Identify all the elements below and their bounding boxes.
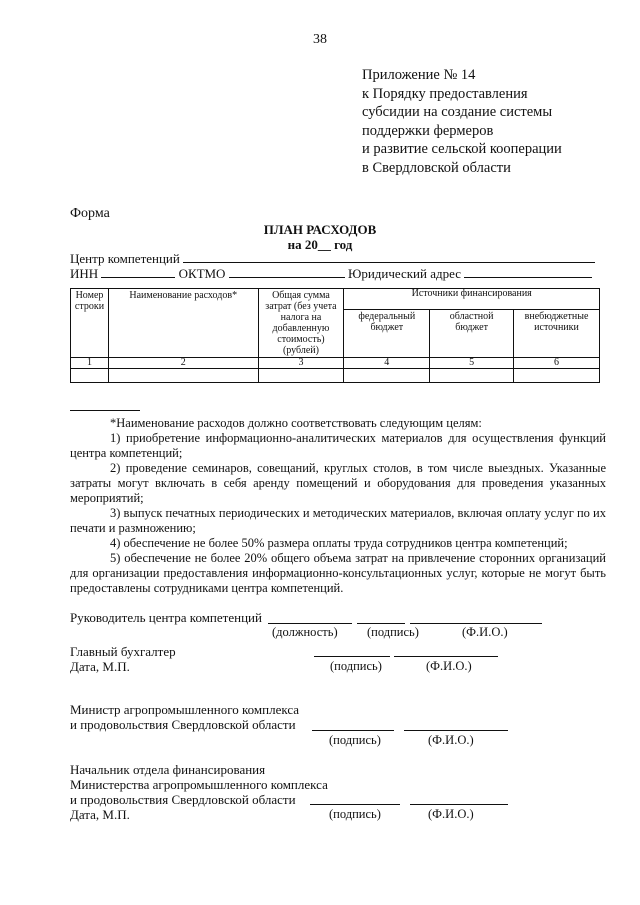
- col-header-total: Общая сумма затрат (без учета налога на добавленную стоимость) (рублей): [258, 289, 344, 358]
- col-header-name: Наименование расходов*: [108, 289, 258, 358]
- table-cell[interactable]: [258, 369, 344, 383]
- table-cell: 1: [71, 358, 109, 369]
- appendix-line: Приложение № 14: [362, 67, 476, 83]
- address-field[interactable]: [464, 266, 592, 278]
- table-cell[interactable]: [108, 369, 258, 383]
- footnote-item: 3) выпуск печатных периодических и методических материалов, включая оплату услуг по их печати и размножению;: [70, 506, 606, 535]
- center-label: Центр компетенций: [70, 251, 180, 266]
- appendix-line: в Свердловской области: [362, 159, 511, 176]
- table-cell[interactable]: [514, 369, 600, 383]
- col-header-offbudget: внебюджетные источники: [514, 310, 600, 358]
- footnote-item: 2) проведение семинаров, совещаний, круглых столов, в том числе выездных. Указанные затраты могут включать в себя аренду помещений и оборудования для проведения указанных мероприятий;: [70, 461, 606, 505]
- col-header-sources: Источники финансирования: [344, 289, 600, 310]
- position-line[interactable]: [268, 623, 352, 624]
- oktmo-field[interactable]: [229, 266, 345, 278]
- footnote-intro: *Наименование расходов должно соответствовать следующим целям:: [110, 416, 482, 430]
- form-label: Форма: [70, 206, 110, 221]
- table-row: [71, 358, 600, 369]
- appendix-line: субсидии на создание системы: [362, 104, 553, 120]
- inn-label: ИНН: [70, 266, 99, 281]
- fio-caption: (Ф.И.О.): [428, 807, 474, 821]
- appendix-line: и развитие сельской кооперации: [362, 141, 562, 157]
- table-row: [71, 369, 600, 383]
- fio-line[interactable]: [410, 804, 508, 805]
- fio-caption: (Ф.И.О.): [462, 625, 508, 639]
- appendix-line: поддержки фермеров: [362, 122, 494, 139]
- table-cell[interactable]: [430, 369, 514, 383]
- finance-head-label: Министерства агропромышленного комплекса: [70, 777, 328, 792]
- finance-head-label: и продовольствия Свердловской области: [70, 792, 296, 807]
- appendix-block: [362, 66, 562, 177]
- chief-accountant-label: Главный бухгалтер: [70, 644, 176, 659]
- col-header-federal: федеральный бюджет: [344, 310, 430, 358]
- signature-line[interactable]: [314, 656, 390, 657]
- signature-caption: (подпись): [367, 625, 419, 639]
- head-center-label: Руководитель центра компетенций: [70, 610, 262, 625]
- fio-line[interactable]: [394, 656, 498, 657]
- col-header-number: Номер строки: [71, 289, 109, 358]
- table-cell: 4: [344, 358, 430, 369]
- document-subtitle: на 20__ год: [287, 237, 353, 252]
- table-cell[interactable]: [344, 369, 430, 383]
- table-cell: 2: [108, 358, 258, 369]
- col-header-regional: областной бюджет: [430, 310, 514, 358]
- minister-label: Министр агропромышленного комплекса: [70, 702, 300, 717]
- table-cell: 3: [258, 358, 344, 369]
- address-label: Юридический адрес: [347, 266, 461, 281]
- position-caption: (должность): [272, 625, 338, 639]
- table-cell: 6: [514, 358, 600, 369]
- inn-field[interactable]: [101, 266, 175, 278]
- center-line: [70, 251, 595, 267]
- signature-caption: (подпись): [329, 733, 381, 747]
- inn-line: [70, 266, 592, 282]
- center-field[interactable]: [183, 251, 595, 263]
- signature-line[interactable]: [310, 804, 400, 805]
- fio-line[interactable]: [404, 730, 508, 731]
- minister-label: и продовольствия Свердловской области: [70, 717, 296, 732]
- finance-head-label: Начальник отдела финансирования: [70, 762, 266, 777]
- page-number: 38: [313, 32, 327, 47]
- fio-caption: (Ф.И.О.): [428, 733, 474, 747]
- signature-caption: (подпись): [330, 659, 382, 673]
- fio-line[interactable]: [410, 623, 542, 624]
- oktmo-label: ОКТМО: [178, 266, 226, 281]
- footnote-block: [70, 416, 606, 596]
- signature-caption: (подпись): [329, 807, 381, 821]
- table-cell[interactable]: [71, 369, 109, 383]
- signature-line[interactable]: [312, 730, 394, 731]
- document-title-block: [0, 222, 640, 252]
- date-mp-label: Дата, М.П.: [70, 659, 130, 674]
- fio-caption: (Ф.И.О.): [426, 659, 472, 673]
- appendix-line: к Порядку предоставления: [362, 85, 528, 102]
- footnote-rule: [70, 410, 140, 411]
- footnote-item: 1) приобретение информационно-аналитических материалов для осуществления функций центра компетенций;: [70, 431, 606, 460]
- expense-table: [70, 288, 600, 383]
- document-title: ПЛАН РАСХОДОВ: [263, 222, 377, 237]
- footnote-item: 4) обеспечение не более 50% размера оплаты труда сотрудников центра компетенций;: [110, 536, 568, 550]
- date-mp-label: Дата, М.П.: [70, 807, 130, 822]
- signature-line[interactable]: [357, 623, 405, 624]
- table-cell: 5: [430, 358, 514, 369]
- footnote-item: 5) обеспечение не более 20% общего объема затрат на привлечение сторонних организаций для организации предоставления информационно-консультационных услуг, которые не могут быть предоставлены сотрудниками центра компетенций.: [70, 551, 606, 595]
